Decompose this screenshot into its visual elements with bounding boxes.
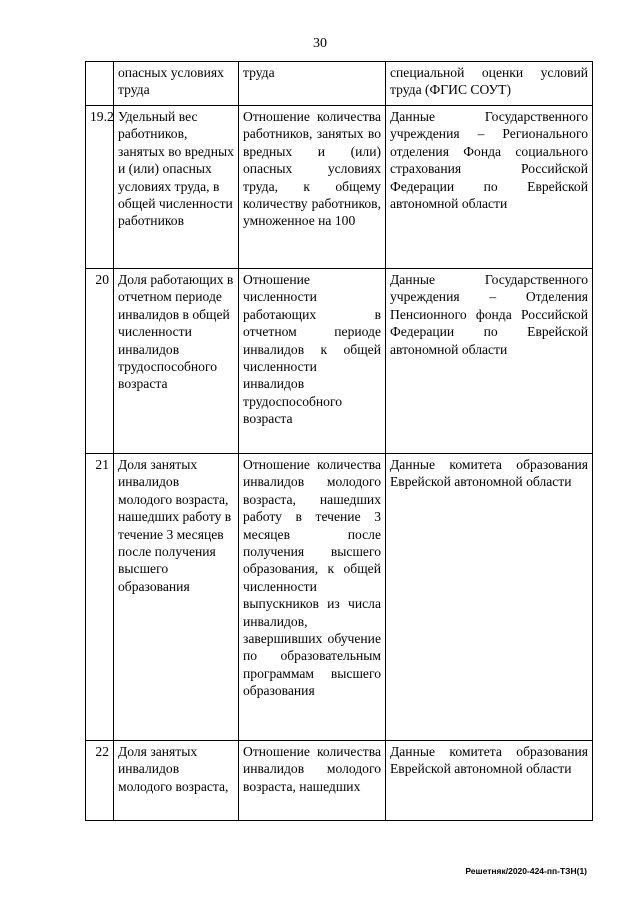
table-row (86, 454, 593, 741)
method-cell: Отношение количества инвалидов молодого возраста, нашедших работу в течение 3 месяцев после получения высшего образования, к общей численности выпускников из числа инвалидов, завершивших обучение по образовательным программам высшего образования (239, 454, 386, 741)
table-row (86, 269, 593, 454)
row-number: 20 (86, 269, 114, 454)
indicator-cell: опасных условиях труда (114, 62, 239, 106)
row-number: 22 (86, 741, 114, 821)
indicator-cell: Доля занятых инвалидов молодого возраста, (114, 741, 239, 821)
page-number: 30 (313, 36, 327, 51)
method-cell: Отношение количества работников, занятых во вредных и (или) опасных условиях труда, к общему количеству работников, умноженное на 100 (239, 106, 386, 269)
table-row (86, 741, 593, 821)
method-cell: Отношение количества инвалидов молодого возраста, нашедших (239, 741, 386, 821)
indicators-table (85, 61, 593, 821)
table-row (86, 62, 593, 106)
row-number: 19.2 (86, 106, 114, 269)
row-number (86, 62, 114, 106)
source-cell: Данные Государственного учреждения – Отделения Пенсионного фонда Российской Федерации по Еврейской автономной области (386, 269, 593, 454)
method-cell: труда (239, 62, 386, 106)
source-cell: специальной оценки условий труда (ФГИС СОУТ) (386, 62, 593, 106)
table-row (86, 106, 593, 269)
source-cell: Данные комитета образования Еврейской автономной области (386, 454, 593, 741)
indicator-cell: Доля занятых инвалидов молодого возраста, нашедших работу в течение 3 месяцев после получения высшего образования (114, 454, 239, 741)
source-cell: Данные комитета образования Еврейской автономной области (386, 741, 593, 821)
row-number: 21 (86, 454, 114, 741)
document-code: Решетняк/2020-424-пп-ТЗН(1) (465, 866, 587, 876)
source-cell: Данные Государственного учреждения – Регионального отделения Фонда социального страхования Российской Федерации по Еврейской автономной области (386, 106, 593, 269)
indicator-cell: Удельный вес работников, занятых во вредных и (или) опасных условиях труда, в общей численности работников (114, 106, 239, 269)
indicator-cell: Доля работающих в отчетном периоде инвалидов в общей численности инвалидов трудоспособного возраста (114, 269, 239, 454)
method-cell: Отношение численности работающих в отчетном периоде инвалидов к общей численности инвалидов трудоспособного возраста (239, 269, 386, 454)
